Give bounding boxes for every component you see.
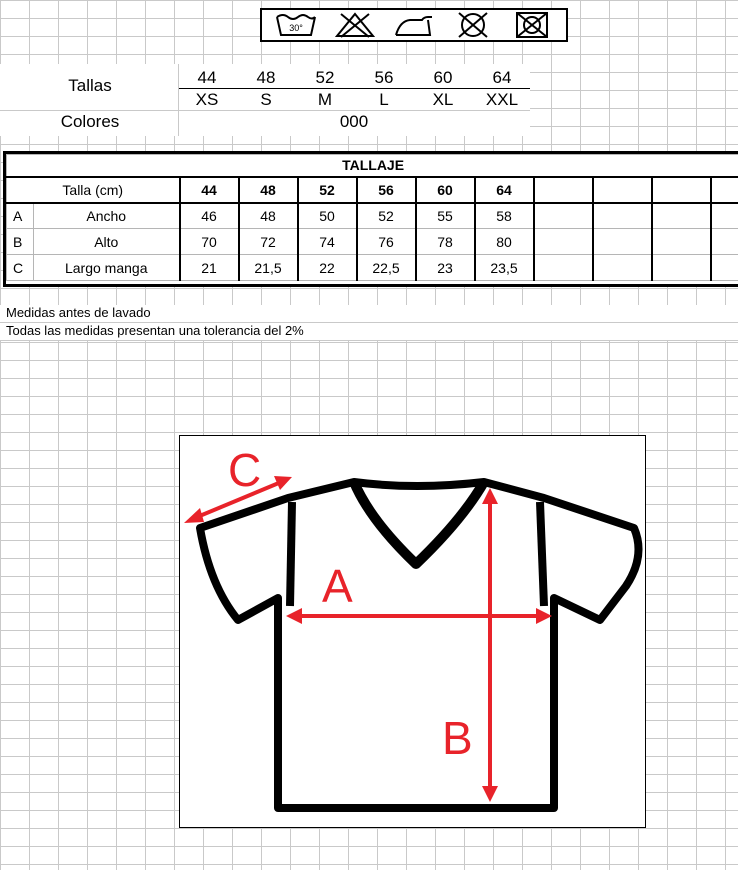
no-dry-clean-icon bbox=[451, 11, 495, 39]
size-header-cell: 48 bbox=[239, 177, 298, 203]
measure-cell: 22 bbox=[298, 255, 357, 281]
empty-cell bbox=[711, 255, 738, 281]
empty-cell bbox=[534, 255, 593, 281]
size-num: 48 bbox=[256, 68, 276, 87]
tallas-label: Tallas bbox=[68, 76, 112, 95]
label-a: A bbox=[322, 560, 353, 612]
wash-temp-text: 30° bbox=[288, 23, 303, 33]
wash-30-icon bbox=[274, 11, 318, 39]
empty-cell bbox=[652, 177, 711, 203]
note-line: Todas las medidas presentan una tolerancia del 2% bbox=[0, 323, 738, 341]
empty-cell bbox=[534, 229, 593, 255]
table-row bbox=[7, 255, 738, 281]
measure-cell: 46 bbox=[180, 203, 239, 229]
row-divider bbox=[0, 110, 530, 111]
empty-cell bbox=[652, 229, 711, 255]
size-letter: XXL bbox=[485, 90, 519, 109]
size-num: 56 bbox=[374, 68, 394, 87]
size-num: 64 bbox=[492, 68, 512, 87]
size-num: 52 bbox=[315, 68, 335, 87]
empty-cell bbox=[711, 203, 738, 229]
measure-cell: 52 bbox=[357, 203, 416, 229]
measure-cell: 80 bbox=[475, 229, 534, 255]
row-code: C bbox=[7, 255, 34, 281]
measure-cell: 23 bbox=[416, 255, 475, 281]
care-symbols-box bbox=[260, 8, 568, 42]
measure-cell: 21 bbox=[180, 255, 239, 281]
empty-cell bbox=[652, 203, 711, 229]
row-label: Ancho bbox=[34, 203, 180, 229]
size-letter: S bbox=[260, 90, 272, 109]
measure-cell: 58 bbox=[475, 203, 534, 229]
tallaje-table bbox=[3, 151, 738, 287]
label-b: B bbox=[442, 712, 473, 764]
arrow-b bbox=[482, 488, 498, 802]
measure-cell: 72 bbox=[239, 229, 298, 255]
measure-cell: 78 bbox=[416, 229, 475, 255]
measure-cell: 22,5 bbox=[357, 255, 416, 281]
empty-cell bbox=[593, 229, 652, 255]
empty-cell bbox=[534, 177, 593, 203]
table-row bbox=[7, 229, 738, 255]
row-label: Largo manga bbox=[34, 255, 180, 281]
no-bleach-icon bbox=[333, 11, 377, 39]
size-letter: L bbox=[379, 90, 389, 109]
colores-label: Colores bbox=[60, 112, 120, 131]
tshirt-neckline bbox=[354, 482, 484, 564]
measure-cell: 48 bbox=[239, 203, 298, 229]
size-letter: M bbox=[317, 90, 333, 109]
note-line: Medidas antes de lavado bbox=[0, 305, 738, 323]
measure-cell: 76 bbox=[357, 229, 416, 255]
empty-cell bbox=[593, 177, 652, 203]
no-tumble-dry-icon bbox=[510, 11, 554, 39]
table-row bbox=[7, 203, 738, 229]
sizes-header-area bbox=[0, 64, 530, 136]
empty-cell bbox=[652, 255, 711, 281]
empty-cell bbox=[711, 229, 738, 255]
talla-header-label: Talla (cm) bbox=[7, 177, 180, 203]
tshirt-figure bbox=[180, 436, 645, 827]
row-label: Alto bbox=[34, 229, 180, 255]
left-sleeve-seam bbox=[290, 502, 292, 606]
size-letter: XL bbox=[432, 90, 454, 109]
colores-value: 000 bbox=[339, 112, 369, 131]
row-code: A bbox=[7, 203, 34, 229]
measure-cell: 21,5 bbox=[239, 255, 298, 281]
size-header-cell: 52 bbox=[298, 177, 357, 203]
size-num: 60 bbox=[433, 68, 453, 87]
empty-cell bbox=[711, 177, 738, 203]
measure-cell: 55 bbox=[416, 203, 475, 229]
measure-cell: 70 bbox=[180, 229, 239, 255]
empty-cell bbox=[534, 203, 593, 229]
measure-cell: 23,5 bbox=[475, 255, 534, 281]
tshirt-diagram bbox=[179, 435, 646, 828]
tshirt-outline bbox=[200, 482, 639, 808]
size-header-cell: 60 bbox=[416, 177, 475, 203]
size-divider bbox=[178, 88, 530, 89]
notes-block bbox=[0, 305, 738, 341]
empty-cell bbox=[593, 255, 652, 281]
tallaje-title: TALLAJE bbox=[7, 155, 738, 177]
measure-cell: 74 bbox=[298, 229, 357, 255]
label-c: C bbox=[228, 444, 262, 496]
size-header-cell: 56 bbox=[357, 177, 416, 203]
size-header-cell: 64 bbox=[475, 177, 534, 203]
size-num: 44 bbox=[197, 68, 217, 87]
iron-icon bbox=[392, 11, 436, 39]
empty-cell bbox=[593, 203, 652, 229]
measure-cell: 50 bbox=[298, 203, 357, 229]
size-header-cell: 44 bbox=[180, 177, 239, 203]
row-code: B bbox=[7, 229, 34, 255]
size-letter: XS bbox=[195, 90, 219, 109]
right-sleeve-seam bbox=[540, 502, 544, 606]
